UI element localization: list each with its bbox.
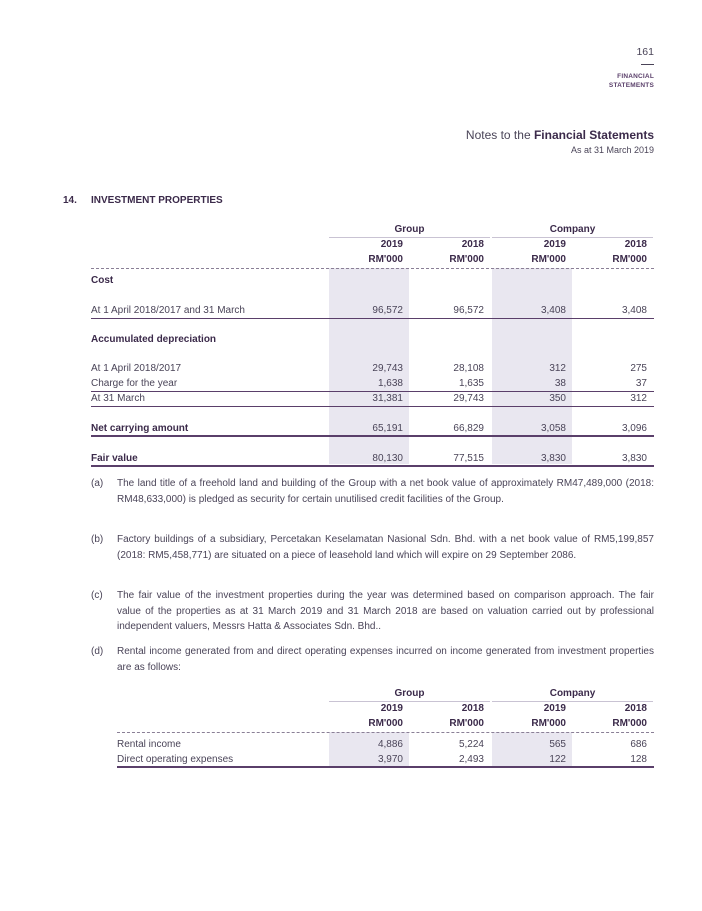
year-header: 2019	[380, 703, 403, 714]
company-underline	[492, 701, 653, 702]
year-header: 2019	[543, 239, 566, 250]
cell-value: 77,515	[453, 453, 484, 464]
row-label: At 1 April 2018/2017 and 31 March	[91, 305, 245, 316]
note-a	[91, 476, 654, 507]
cell-value: 29,743	[372, 363, 403, 374]
row-rule-double	[91, 465, 654, 467]
header-divider	[91, 268, 654, 269]
cell-value: 1,638	[377, 378, 403, 389]
year-header: 2018	[624, 703, 647, 714]
year-header: 2018	[461, 239, 484, 250]
row-label: Fair value	[91, 453, 138, 464]
cell-value: 65,191	[372, 423, 403, 434]
section-number: 14.	[63, 195, 77, 206]
cell-value: 565	[549, 739, 566, 750]
cell-value: 3,830	[540, 453, 566, 464]
unit-header: RM'000	[531, 718, 566, 729]
cell-value: 275	[630, 363, 647, 374]
cell-value: 3,408	[540, 305, 566, 316]
cell-value: 3,830	[621, 453, 647, 464]
cell-value: 2,493	[458, 754, 484, 765]
row-rule-double	[91, 435, 654, 437]
notes-date: As at 31 March 2019	[570, 145, 654, 155]
cell-value: 312	[549, 363, 566, 374]
cell-value: 3,408	[621, 305, 647, 316]
year-header: 2019	[380, 239, 403, 250]
group-underline	[329, 701, 490, 702]
row-label: Direct operating expenses	[117, 754, 234, 765]
cell-value: 80,130	[372, 453, 403, 464]
cell-value: 3,058	[540, 423, 566, 434]
cell-value: 3,096	[621, 423, 647, 434]
unit-header: RM'000	[449, 254, 484, 265]
note-letter: (c)	[91, 590, 103, 601]
unit-header: RM'000	[612, 254, 647, 265]
cell-value: 312	[630, 393, 647, 404]
cell-value: 128	[630, 754, 647, 765]
section-label	[609, 72, 654, 90]
cell-value: 38	[554, 378, 566, 389]
company-underline	[492, 237, 653, 238]
cell-value: 122	[549, 754, 566, 765]
row-label: Charge for the year	[91, 378, 178, 389]
cell-value: 96,572	[453, 305, 484, 316]
cell-value: 96,572	[372, 305, 403, 316]
cell-value: 5,224	[458, 739, 484, 750]
company-header: Company	[549, 224, 596, 235]
note-letter: (b)	[91, 534, 104, 545]
section-label-line1: FINANCIAL	[617, 73, 654, 80]
group-header: Group	[394, 688, 425, 699]
note-text: The fair value of the investment properties during the year was determined based on comparison approach. The fair value of the properties as at 31 March 2019 and 31 March 2018 are based on valuation carried out by professional independent valuers, Messrs Hatta & Associates Sdn. Bhd..	[117, 590, 654, 632]
cell-value: 66,829	[453, 423, 484, 434]
unit-header: RM'000	[368, 718, 403, 729]
row-rule	[91, 406, 654, 407]
accumulated-depreciation-heading: Accumulated depreciation	[91, 334, 217, 345]
cell-value: 31,381	[372, 393, 403, 404]
note-text: The land title of a freehold land and building of the Group with a net book value of approximately RM47,489,000 (2018: RM48,633,000) is pledged as security for certain unutilised credit facilities of the Group.	[117, 478, 654, 505]
group-header: Group	[394, 224, 425, 235]
cell-value: 28,108	[453, 363, 484, 374]
cost-heading: Cost	[91, 275, 114, 286]
year-header: 2019	[543, 703, 566, 714]
note-c	[91, 588, 654, 635]
notes-title	[466, 128, 654, 142]
group-underline	[329, 237, 490, 238]
cell-value: 1,635	[458, 378, 484, 389]
note-d	[91, 644, 654, 675]
note-letter: (d)	[91, 646, 104, 657]
note-text: Rental income generated from and direct operating expenses incurred on income generated from investment properties are as follows:	[117, 646, 654, 673]
company-header: Company	[549, 688, 596, 699]
note-letter: (a)	[91, 478, 104, 489]
header-divider	[117, 732, 654, 733]
unit-header: RM'000	[368, 254, 403, 265]
row-label: Net carrying amount	[91, 423, 189, 434]
notes-title-prefix: Notes to the	[465, 128, 534, 142]
year-header: 2018	[461, 703, 484, 714]
cell-value: 37	[635, 378, 647, 389]
notes-title-bold: Financial Statements	[533, 128, 654, 142]
unit-header: RM'000	[449, 718, 484, 729]
cell-value: 29,743	[453, 393, 484, 404]
note-text: Factory buildings of a subsidiary, Percetakan Keselamatan Nasional Sdn. Bhd. with a net book value of RM5,199,857 (2018: RM5,458,771) are situated on a piece of leasehold land which will expire on 29 September 2086.	[117, 534, 654, 561]
unit-header: RM'000	[612, 718, 647, 729]
cell-value: 4,886	[377, 739, 403, 750]
page-number-rule	[641, 64, 654, 65]
row-label: At 31 March	[91, 393, 145, 404]
row-rule-double	[117, 766, 654, 768]
unit-header: RM'000	[531, 254, 566, 265]
cell-value: 686	[630, 739, 647, 750]
section-label-line2: STATEMENTS	[608, 82, 654, 89]
row-rule	[91, 318, 654, 319]
row-label: Rental income	[117, 739, 181, 750]
cell-value: 350	[549, 393, 566, 404]
note-b	[91, 532, 654, 563]
row-rule	[91, 391, 654, 392]
year-header: 2018	[624, 239, 647, 250]
cell-value: 3,970	[377, 754, 403, 765]
section-title: INVESTMENT PROPERTIES	[91, 195, 223, 206]
page-number: 161	[636, 46, 654, 58]
row-label: At 1 April 2018/2017	[91, 363, 182, 374]
